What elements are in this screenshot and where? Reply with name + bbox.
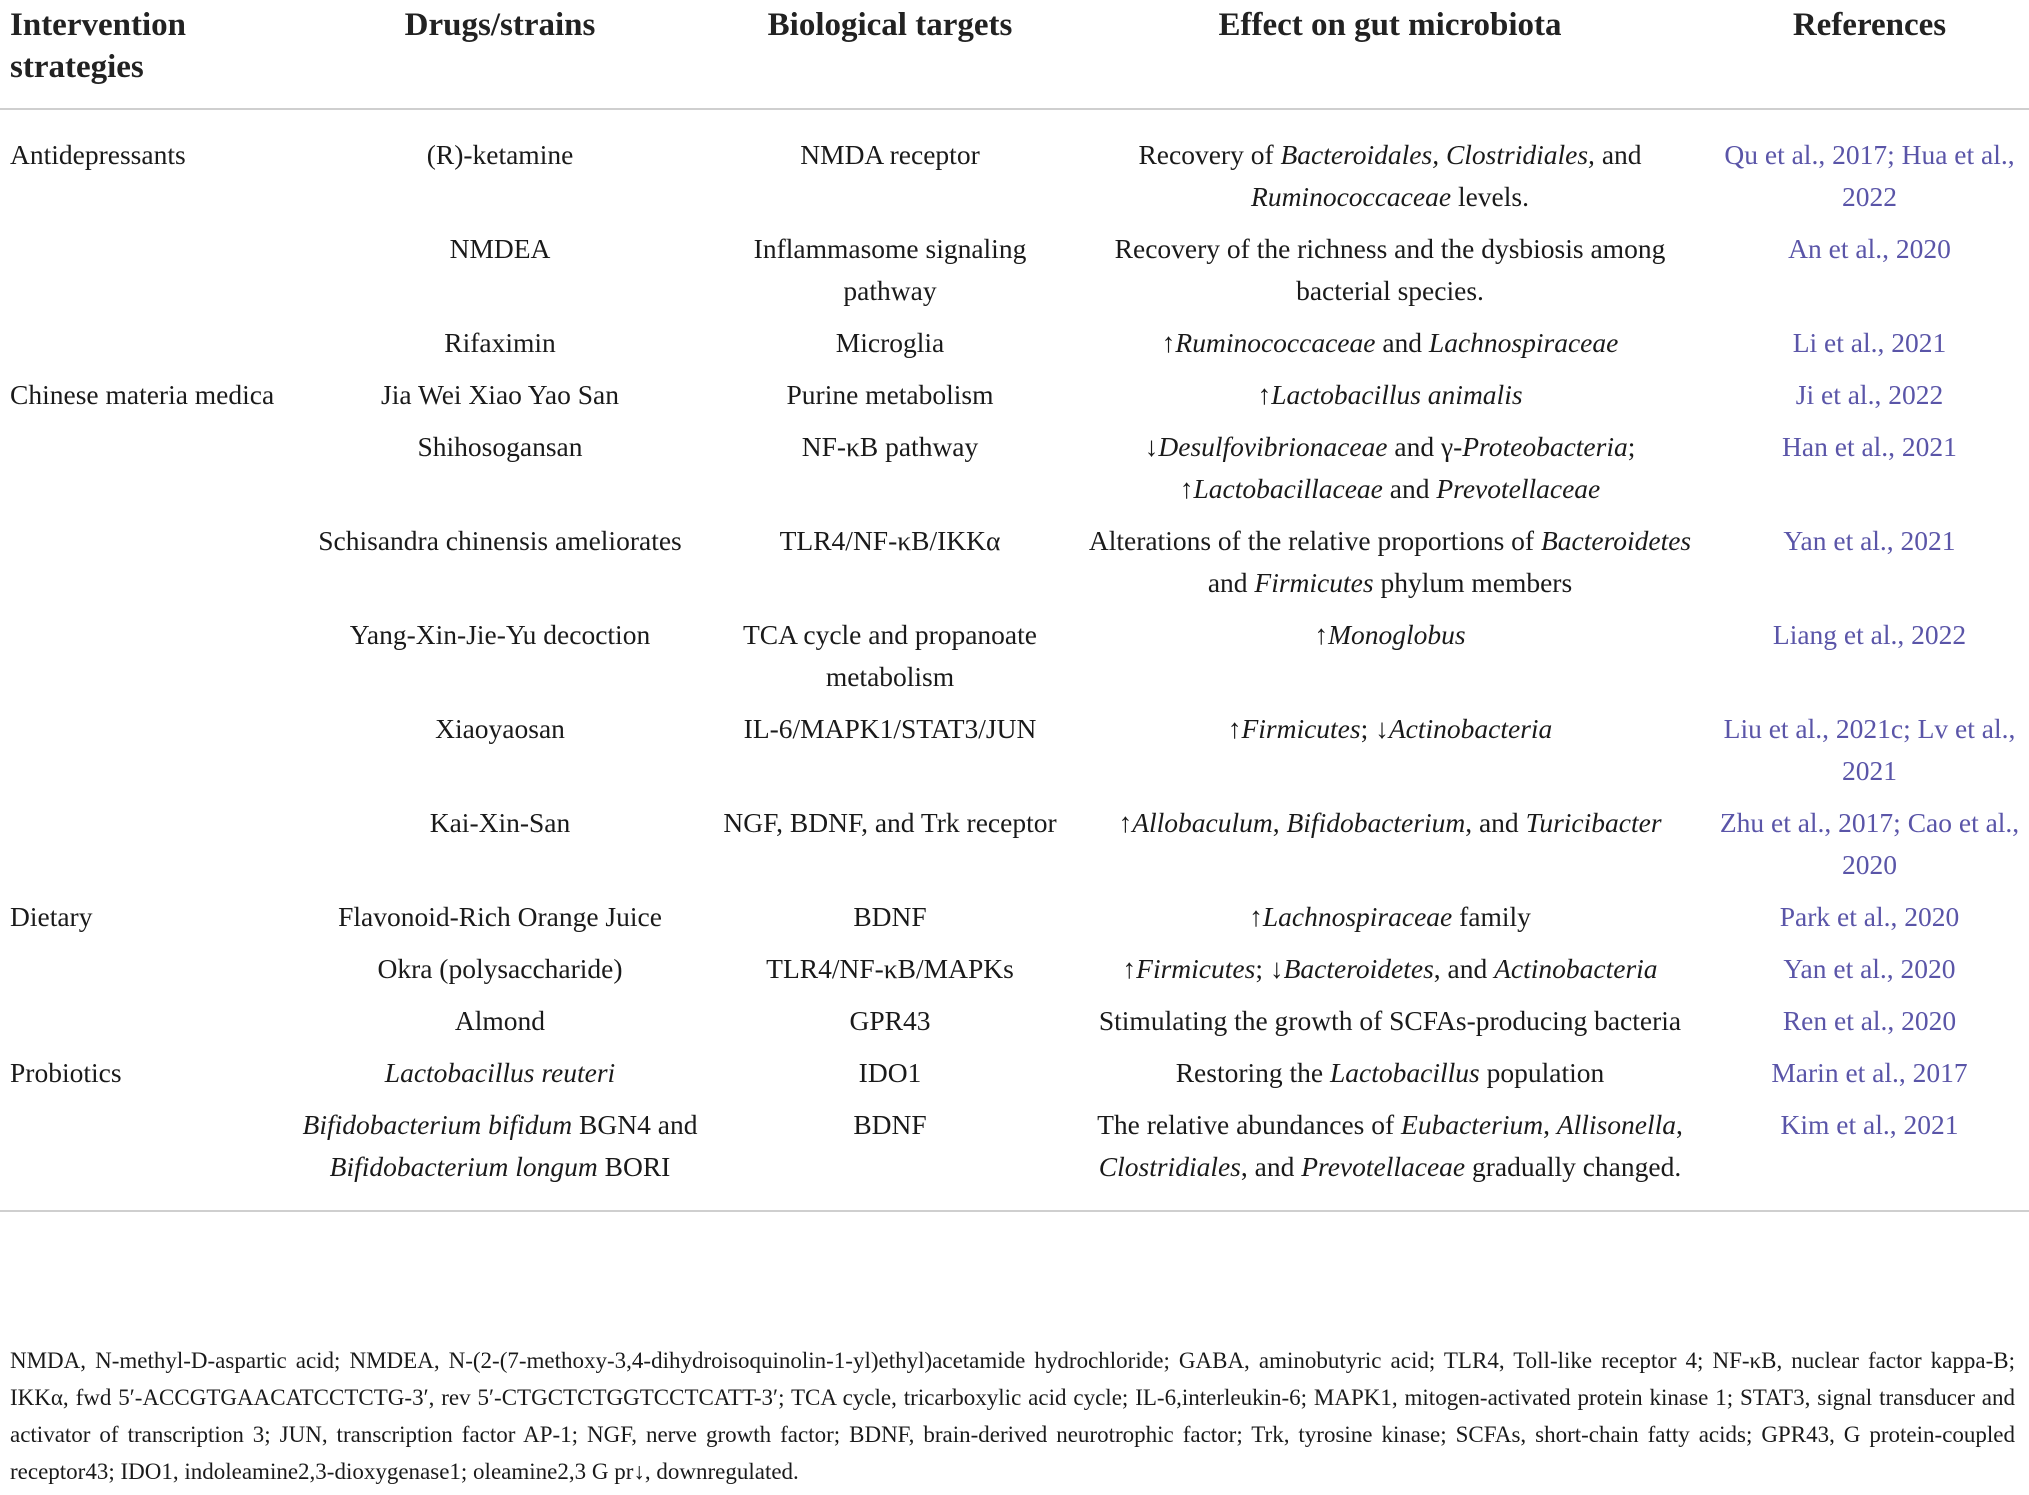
cell-drug: Shihosogansan — [417, 431, 583, 462]
cell-strategy — [0, 708, 290, 802]
cell-references[interactable]: An et al., 2020 — [1788, 233, 1951, 264]
cell-strategy — [0, 614, 290, 708]
table-row — [0, 109, 2029, 228]
cell-strategy — [0, 802, 290, 896]
cell-effect: Stimulating the growth of SCFAs-producing bacteria — [1098, 1005, 1682, 1036]
table-row — [0, 896, 2029, 948]
cell-references[interactable]: Li et al., 2021 — [1792, 327, 1947, 358]
cell-strategy — [0, 322, 290, 374]
cell-effect: Recovery of the richness and the dysbiosis among bacterial species. — [1114, 233, 1666, 306]
cell-effect: ↑Firmicutes; ↓Actinobacteria — [1227, 713, 1553, 744]
cell-effect: ↑Allobaculum, Bifidobacterium, and Turicibacter — [1118, 807, 1662, 838]
cell-drug: Okra (polysaccharide) — [377, 953, 623, 984]
table-row — [0, 426, 2029, 520]
header-effect: Effect on gut microbiota — [1070, 0, 1710, 109]
cell-references[interactable]: Liu et al., 2021c; Lv et al., 2021 — [1723, 713, 2016, 786]
cell-strategy — [0, 948, 290, 1000]
cell-strategy — [0, 520, 290, 614]
cell-strategy: Probiotics — [10, 1057, 122, 1088]
table-row — [0, 374, 2029, 426]
table-row — [0, 1052, 2029, 1104]
table-body — [0, 109, 2029, 1211]
cell-effect: Recovery of Bacteroidales, Clostridiales, and Ruminococcaceae levels. — [1138, 139, 1642, 212]
cell-references[interactable]: Liang et al., 2022 — [1772, 619, 1967, 650]
cell-drug: Lactobacillus reuteri — [384, 1057, 616, 1088]
cell-target: NMDA receptor — [800, 139, 980, 170]
cell-strategy: Dietary — [10, 901, 93, 932]
cell-target: GPR43 — [849, 1005, 931, 1036]
table-row — [0, 948, 2029, 1000]
cell-references[interactable]: Yan et al., 2020 — [1783, 953, 1956, 984]
header-strategy: Intervention strategies — [0, 0, 290, 109]
cell-effect: ↓Desulfovibrionaceae and γ-Proteobacteria; ↑Lactobacillaceae and Prevotellaceae — [1144, 431, 1636, 504]
cell-strategy: Antidepressants — [10, 139, 186, 170]
cell-strategy — [0, 1104, 290, 1211]
cell-drug: Xiaoyaosan — [435, 713, 565, 744]
cell-drug: Rifaximin — [444, 327, 556, 358]
cell-effect: ↑Ruminococcaceae and Lachnospiraceae — [1161, 327, 1619, 358]
cell-effect: Alterations of the relative proportions of Bacteroidetes and Firmicutes phylum members — [1088, 525, 1692, 598]
cell-target: Purine metabolism — [786, 379, 994, 410]
cell-strategy: Chinese materia medica — [10, 379, 275, 410]
cell-references[interactable]: Ren et al., 2020 — [1782, 1005, 1957, 1036]
table-row — [0, 1000, 2029, 1052]
cell-target: IL-6/MAPK1/STAT3/JUN — [743, 713, 1037, 744]
table-row — [0, 708, 2029, 802]
cell-effect: ↑Firmicutes; ↓Bacteroidetes, and Actinobacteria — [1122, 953, 1658, 984]
cell-drug: Almond — [454, 1005, 546, 1036]
cell-drug: Flavonoid-Rich Orange Juice — [338, 901, 662, 932]
cell-strategy — [0, 1000, 290, 1052]
cell-target: Microglia — [835, 327, 945, 358]
table-row — [0, 322, 2029, 374]
header-drug: Drugs/strains — [290, 0, 710, 109]
cell-target: BDNF — [710, 1104, 1070, 1211]
cell-target: TLR4/NF-κB/MAPKs — [766, 953, 1014, 984]
cell-effect: ↑Lachnospiraceae family — [1249, 901, 1531, 932]
cell-drug: Schisandra chinensis ameliorates — [318, 525, 682, 556]
cell-target: TCA cycle and propanoate metabolism — [743, 619, 1037, 692]
cell-effect: ↑Lactobacillus animalis — [1257, 379, 1523, 410]
header-target: Biological targets — [710, 0, 1070, 109]
table-row — [0, 802, 2029, 896]
cell-references[interactable]: Qu et al., 2017; Hua et al., 2022 — [1724, 139, 2015, 212]
cell-drug: Jia Wei Xiao Yao San — [381, 379, 619, 410]
cell-references[interactable]: Kim et al., 2021 — [1710, 1104, 2029, 1211]
cell-target: NGF, BDNF, and Trk receptor — [723, 807, 1057, 838]
table-row — [0, 228, 2029, 322]
table-footnote: NMDA, N-methyl-D-aspartic acid; NMDEA, N-(2-(7-methoxy-3,4-dihydroisoquinolin-1-yl)ethyl)acetamide hydrochloride; GABA, aminobutyric acid; TLR4, Toll-like receptor 4; NF-κB, nuclear factor kappa-B; IKKα, fwd 5′-ACCGTGAACATCCTCTG-3′, rev 5′-CTGCTCTGGTCCTCATT-3′; TCA cycle, tricarboxylic acid cycle; IL-6,interleukin-6; MAPK1, mitogen-activated protein kinase 1; STAT3, signal transducer and activator of transcription 3; JUN, transcription factor AP-1; NGF, nerve growth factor; BDNF, brain-derived neurotrophic factor; Trk, tyrosine kinase; SCFAs, short-chain fatty acids; GPR43, G protein-coupled receptor43; IDO1, indoleamine2,3-dioxygenase1; oleamine2,3 G pr↓, downregulated. — [10, 1348, 2015, 1484]
cell-references[interactable]: Ji et al., 2022 — [1795, 379, 1944, 410]
header-references: References — [1710, 0, 2029, 109]
table-header — [0, 0, 2029, 109]
cell-effect: The relative abundances of Eubacterium, Allisonella, Clostridiales, and Prevotellaceae gradually changed. — [1070, 1104, 1710, 1211]
cell-effect: Restoring the Lactobacillus population — [1175, 1057, 1605, 1088]
cell-references[interactable]: Yan et al., 2021 — [1783, 525, 1956, 556]
table-row — [0, 614, 2029, 708]
cell-references[interactable]: Han et al., 2021 — [1782, 431, 1957, 462]
cell-drug: Bifidobacterium bifidum BGN4 and Bifidobacterium longum BORI — [290, 1104, 710, 1211]
cell-drug: NMDEA — [449, 233, 551, 264]
table-row — [0, 1104, 2029, 1211]
cell-target: NF-κB pathway — [801, 431, 979, 462]
cell-target: TLR4/NF-κB/IKKα — [779, 525, 1001, 556]
cell-strategy — [0, 228, 290, 322]
cell-strategy — [0, 426, 290, 520]
cell-target: Inflammasome signaling pathway — [753, 233, 1027, 306]
cell-references[interactable]: Marin et al., 2017 — [1771, 1057, 1968, 1088]
cell-target: BDNF — [853, 901, 927, 932]
cell-references[interactable]: Park et al., 2020 — [1779, 901, 1960, 932]
cell-effect: ↑Monoglobus — [1314, 619, 1466, 650]
cell-target: IDO1 — [858, 1057, 922, 1088]
cell-drug: (R)-ketamine — [426, 139, 574, 170]
cell-drug: Kai-Xin-San — [429, 807, 571, 838]
cell-references[interactable]: Zhu et al., 2017; Cao et al., 2020 — [1719, 807, 2020, 880]
table-row — [0, 520, 2029, 614]
cell-drug: Yang-Xin-Jie-Yu decoction — [349, 619, 651, 650]
